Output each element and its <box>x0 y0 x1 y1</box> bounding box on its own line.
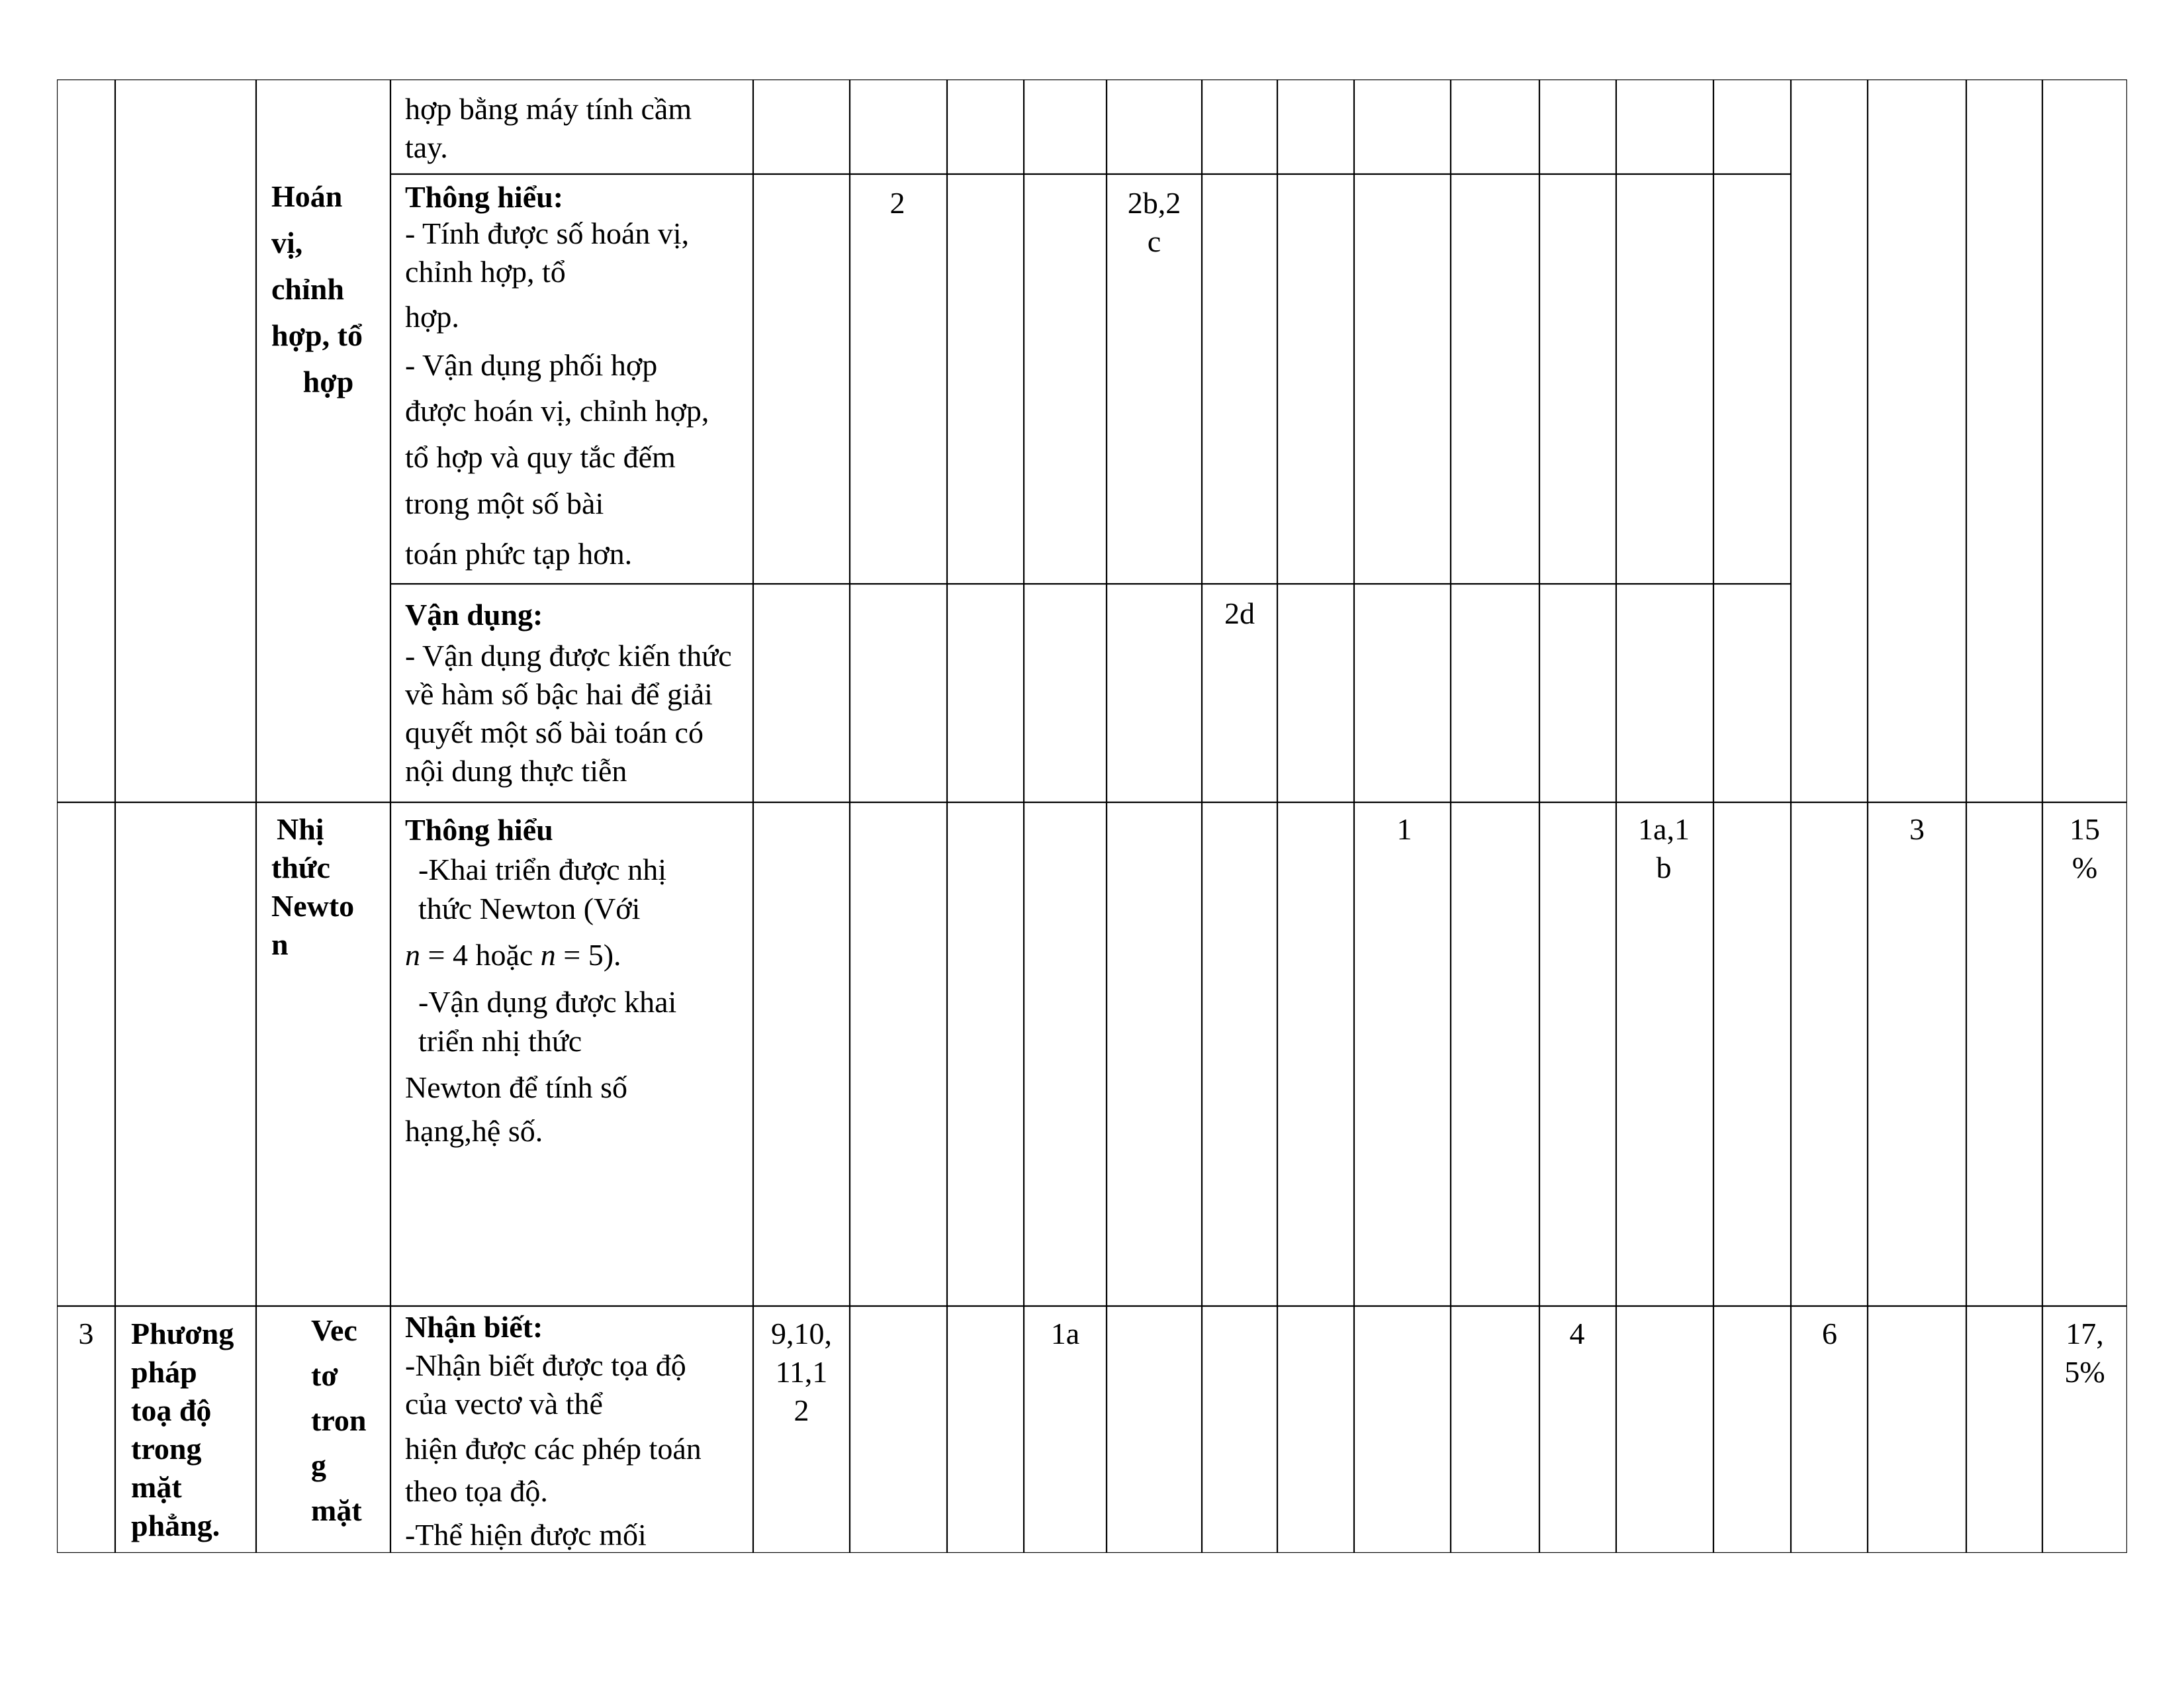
total-count-vecto: 6 <box>1822 1317 1837 1350</box>
topic-hoan-vi: Hoán vị, chỉnh hợp, tổ hợp <box>271 179 363 399</box>
row-number: 3 <box>78 1317 94 1350</box>
topic-vecto: Vec tơ tron g mặt <box>311 1313 367 1527</box>
count-th-tn: 2 <box>889 186 905 220</box>
count-th-ds: 2b,2 c <box>1127 186 1181 258</box>
thong-hieu-nhi-thuc: Thông hiểu -Khai triển được nhị thức Newton (Với n = 4 hoặc n = 5). -Vận dụng được khai triển nhị thức Newton để tính số hạng,hệ số. <box>405 813 677 1148</box>
count-nb-tn: 9,10, 11,1 2 <box>771 1317 832 1427</box>
count-vd-ds: 2d <box>1224 596 1255 630</box>
count-nb-x: 4 <box>1569 1317 1585 1350</box>
total-count-nhi-thuc: 3 <box>1909 812 1925 846</box>
chapter-phuong-phap-toa-do: Phương pháp toạ độ trong mặt phẳng. <box>131 1317 234 1542</box>
prev-indicator-text: hợp bằng máy tính cầm tay. <box>405 92 692 164</box>
percent-vecto: 17, 5% <box>2064 1317 2105 1389</box>
thong-hieu-hoan-vi: Thông hiểu: - Tính được số hoán vị, chỉnh hợp, tổ hợp. - Vận dụng phối hợp được hoán vị, chỉnh hợp, tổ hợp và quy tắc đếm trong một số bài toán phức tạp hơn. <box>405 180 709 571</box>
count-nb-ds: 1a <box>1050 1317 1080 1350</box>
nhan-biet-vecto: Nhận biết: -Nhận biết được tọa độ của vectơ và thể hiện được các phép toán theo tọa độ. -Thể hiện được mối <box>405 1310 702 1552</box>
count-th-mix: 1a,1 b <box>1638 812 1690 884</box>
count-th-tl: 1 <box>1396 812 1412 846</box>
percent-nhi-thuc: 15 % <box>2070 812 2100 884</box>
topic-nhi-thuc-newton: Nhị thức Newto n <box>271 812 355 961</box>
van-dung-hoan-vi: Vận dụng: - Vận dụng được kiến thức về hàm số bậc hai để giải quyết một số bài toán có nội dung thực tiễn <box>405 598 732 788</box>
